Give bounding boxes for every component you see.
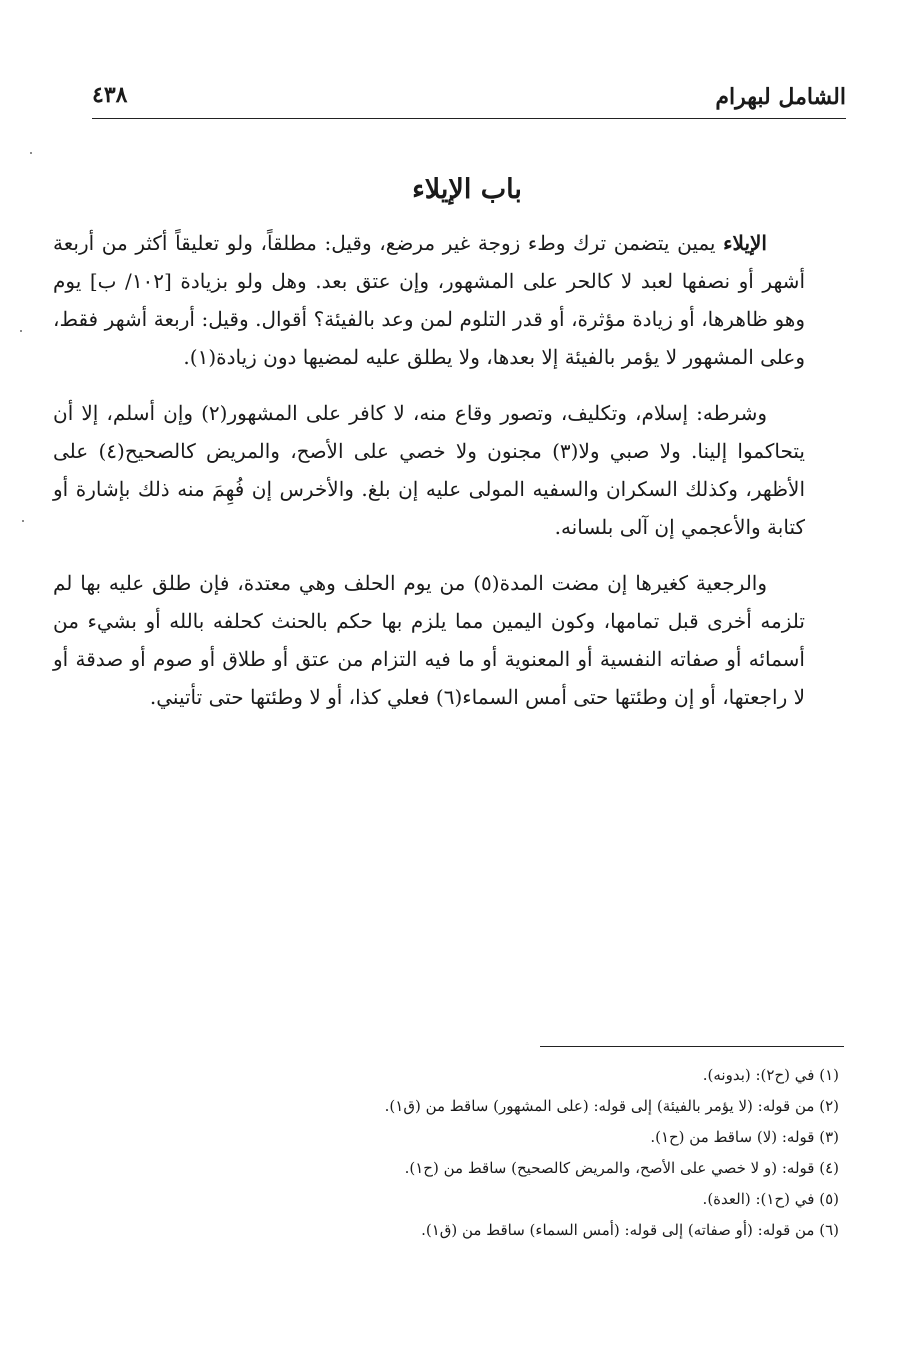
running-title: الشامل لبهرام: [715, 84, 846, 110]
footnote: (٢) من قوله: (لا يؤمر بالفيئة) إلى قوله: (على المشهور) ساقط من (ق١).: [384, 1097, 839, 1115]
footnotes: [89, 1060, 839, 1246]
footnote: (٤) قوله: (و لا خصي على الأصح، والمريض كالصحيح) ساقط من (ح١).: [404, 1159, 839, 1177]
paragraph: [53, 394, 805, 546]
paragraph-text: يمين يتضمن ترك وطء زوجة غير مرضع، وقيل: مطلقاً، ولو تعليقاً أكثر من أربعة أشهر أو نصفها لعبد لا كالحر على المشهور، وإن عتق بعد. وهل ولو بزيادة [١٠٢/ ب] يوم وهو ظاهرها، أو زيادة مؤثرة، أو قدر التلوم لمن وعد بالفيئة؟ أقوال. وقيل: أربعة أشهر فقط، وعلى المشهور لا يؤمر بالفيئة إلا بعدها، ولا يطلق عليه لمضيها دون زيادة(١).: [53, 231, 805, 369]
body-text: [53, 224, 805, 734]
footnote: (٥) في (ح١): (العدة).: [702, 1190, 839, 1208]
chapter-title: باب الإيلاء: [412, 174, 522, 205]
scan-speck: [30, 152, 32, 154]
footnote-separator: [540, 1046, 844, 1047]
footnote: (١) في (ح٢): (بدونه).: [702, 1066, 839, 1084]
paragraph-text: والرجعية كغيرها إن مضت المدة(٥) من يوم الحلف وهي معتدة، فإن طلق عليه بها لم تلزمه أخرى قبل تمامها، وكون اليمين مما يلزم بها حكم بالحنث كحلفه بالله أو بشيء من أسمائه أو صفاته النفسية أو المعنوية أو ما فيه التزام من عتق أو طلاق أو صوم أو صدقة أو لا راجعتها، أو إن وطئتها حتى أمس السماء(٦) فعلي كذا، أو لا وطئتها حتى تأتيني.: [53, 571, 805, 709]
scan-speck: [22, 520, 24, 522]
footnote: (٦) من قوله: (أو صفاته) إلى قوله: (أمس السماء) ساقط من (ق١).: [421, 1221, 839, 1239]
footnote: (٣) قوله: (لا) ساقط من (ح١).: [650, 1128, 839, 1146]
page-number: ٤٣٨: [92, 82, 128, 108]
paragraph: [53, 224, 805, 376]
paragraph-text: وشرطه: إسلام، وتكليف، وتصور وقاع منه، لا كافر على المشهور(٢) وإن أسلم، إلا أن يتحاكموا إلينا. ولا صبي ولا(٣) مجنون ولا خصي على الأصح، والمريض كالصحيح(٤) على الأظهر، وكذلك السكران والسفيه المولى عليه إن بلغ. والأخرس إن فُهِمَ منه ذلك بإشارة أو كتابة والأعجمي إن آلى بلسانه.: [53, 401, 805, 539]
running-header: [92, 78, 846, 119]
scan-speck: [20, 330, 22, 332]
paragraph-lead-word: الإيلاء: [723, 231, 767, 255]
paragraph: [53, 564, 805, 716]
